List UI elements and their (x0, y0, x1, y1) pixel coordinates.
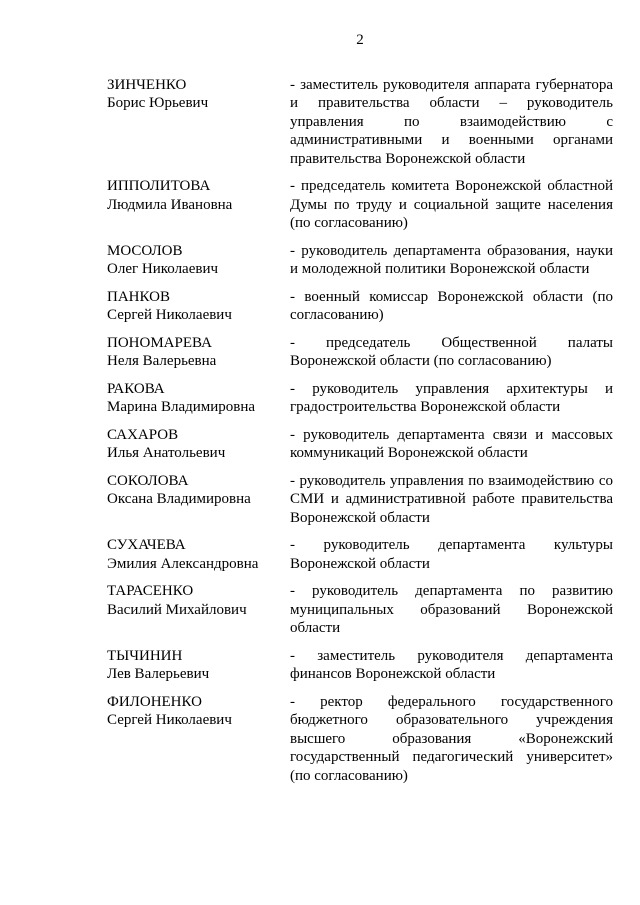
official-name (107, 426, 290, 463)
official-surname: ТЫЧИНИН (107, 647, 183, 664)
official-surname: СУХАЧЕВА (107, 537, 186, 553)
official-position: - руководитель управления по взаимодействию со СМИ и административной работе правительства Воронежской области (290, 472, 613, 526)
official-given-names: Олег Николаевич (107, 261, 219, 277)
official-entry (107, 334, 613, 371)
official-given-names: Сергей Николаевич (107, 712, 232, 728)
official-entry (107, 536, 613, 573)
official-name (107, 242, 290, 279)
official-surname: ПОНОМАРЕВА (107, 334, 212, 351)
official-entry (107, 582, 613, 638)
official-entry (107, 242, 613, 279)
official-name (107, 334, 290, 371)
official-surname: ЗИНЧЕНКО (107, 76, 187, 93)
official-position: - ректор федерального государственного бюджетного образовательного учреждения высшего образования «Воронежский государственный педагогический университет» (по согласованию) (290, 693, 613, 784)
official-entry (107, 177, 613, 233)
official-position: - руководитель департамента по развитию муниципальных образований Воронежской области (290, 583, 613, 636)
document-content (107, 31, 613, 785)
official-given-names: Василий Михайлович (107, 601, 247, 618)
official-position: - председатель Общественной палаты Воронежской области (по согласованию) (290, 334, 613, 369)
official-name (107, 76, 290, 113)
official-position: - руководитель департамента связи и массовых коммуникаций Воронежской области (290, 426, 613, 461)
official-given-names: Людмила Ивановна (107, 196, 233, 213)
official-surname: РАКОВА (107, 380, 165, 397)
official-position: - заместитель руководителя департамента финансов Воронежской области (290, 647, 613, 682)
official-name (107, 177, 290, 214)
official-position: - военный комиссар Воронежской области (по согласованию) (290, 288, 613, 323)
official-position: - руководитель департамента культуры Воронежской области (290, 537, 613, 572)
official-name (107, 693, 290, 730)
official-position: - заместитель руководителя аппарата губернатора и правительства области – руководитель управления по взаимодействию с административными и военными органами правительства Воронежской области (290, 76, 613, 167)
official-given-names: Оксана Владимировна (107, 491, 251, 507)
official-name (107, 288, 290, 325)
official-name (107, 536, 290, 573)
official-entry (107, 288, 613, 325)
official-surname: СОКОЛОВА (107, 472, 189, 489)
official-surname: САХАРОВ (107, 426, 179, 443)
official-entry (107, 426, 613, 463)
official-entry (107, 380, 613, 417)
official-entry (107, 693, 613, 786)
official-position: - руководитель департамента образования, науки и молодежной политики Воронежской области (290, 242, 613, 277)
official-given-names: Марина Владимировна (107, 399, 256, 415)
official-position: - руководитель управления архитектуры и градостроительства Воронежской области (290, 380, 613, 415)
official-name (107, 582, 290, 619)
official-name (107, 647, 290, 684)
official-given-names: Неля Валерьевна (107, 353, 217, 369)
official-surname: ФИЛОНЕНКО (107, 693, 202, 710)
official-given-names: Лев Валерьевич (107, 666, 210, 682)
official-entry (107, 472, 613, 528)
official-position: - председатель комитета Воронежской областной Думы по труду и социальной защите населения (по согласованию) (290, 178, 613, 231)
official-surname: МОСОЛОВ (107, 242, 183, 259)
official-given-names: Илья Анатольевич (107, 445, 226, 461)
officials-list (107, 76, 613, 786)
official-name (107, 472, 290, 509)
official-surname: ИППОЛИТОВА (107, 178, 211, 194)
official-given-names: Сергей Николаевич (107, 307, 232, 323)
official-given-names: Борис Юрьевич (107, 95, 209, 111)
official-surname: ПАНКОВ (107, 288, 170, 305)
official-entry (107, 76, 613, 169)
official-entry (107, 647, 613, 684)
official-surname: ТАРАСЕНКО (107, 583, 194, 599)
official-name (107, 380, 290, 417)
official-given-names: Эмилия Александровна (107, 555, 259, 572)
page-number: 2 (356, 32, 364, 48)
